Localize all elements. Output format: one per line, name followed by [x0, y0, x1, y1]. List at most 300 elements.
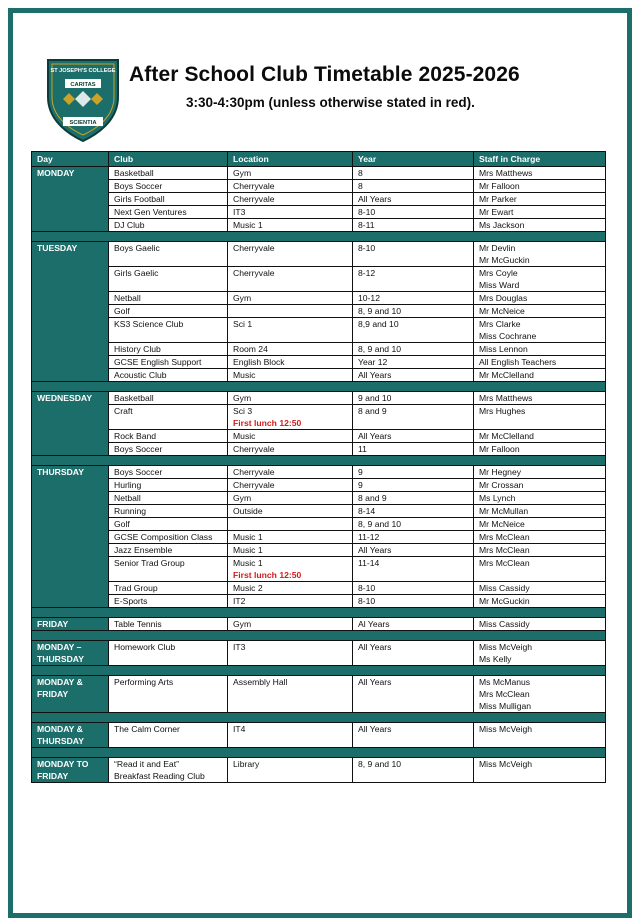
- table-row: [32, 466, 606, 479]
- table-row: [32, 531, 606, 544]
- page-subtitle: 3:30-4:30pm (unless otherwise stated in red).: [186, 95, 475, 110]
- club-name: Golf: [114, 306, 130, 316]
- year-cell: 8-10: [353, 242, 474, 267]
- staff-cell: [474, 356, 606, 369]
- club-cell: [109, 180, 228, 193]
- year-cell: 11: [353, 443, 474, 456]
- table-row: [32, 723, 606, 748]
- section-divider-cell: [32, 232, 606, 242]
- location-cell: [228, 392, 353, 405]
- location-name: Sci 1: [233, 319, 253, 329]
- staff-cell: [474, 369, 606, 382]
- staff-cell: [474, 466, 606, 479]
- staff-cell: [474, 582, 606, 595]
- club-cell: [109, 219, 228, 232]
- club-cell: [109, 242, 228, 267]
- table-row: [32, 180, 606, 193]
- location-name: IT3: [233, 207, 246, 217]
- table-row: [32, 219, 606, 232]
- section-divider-cell: [32, 608, 606, 618]
- staff-name: Miss Cochrane: [479, 331, 537, 341]
- timetable: [31, 151, 606, 783]
- year-cell: All Years: [353, 641, 474, 666]
- staff-cell: [474, 723, 606, 748]
- crest-top-text: ST JOSEPH'S COLLEGE: [50, 68, 116, 74]
- club-cell: [109, 479, 228, 492]
- time-note: First lunch 12:50: [233, 570, 302, 580]
- staff-cell: [474, 641, 606, 666]
- club-cell: [109, 676, 228, 713]
- club-name: Acoustic Club: [114, 370, 167, 380]
- year-cell: All Years: [353, 369, 474, 382]
- staff-name: Mr McMullan: [479, 506, 529, 516]
- staff-name: Mr Devlin: [479, 243, 516, 253]
- location-cell: [228, 518, 353, 531]
- club-cell: [109, 723, 228, 748]
- table-row: [32, 206, 606, 219]
- location-cell: [228, 167, 353, 180]
- location-name: Outside: [233, 506, 263, 516]
- location-cell: [228, 466, 353, 479]
- staff-name: Ms Lynch: [479, 493, 516, 503]
- location-name: Gym: [233, 168, 252, 178]
- club-cell: [109, 405, 228, 430]
- table-row: [32, 544, 606, 557]
- table-row: [32, 492, 606, 505]
- club-name: Trad Group: [114, 583, 158, 593]
- club-name: GCSE Composition Class: [114, 532, 213, 542]
- section-divider: [32, 666, 606, 676]
- year-cell: 8: [353, 167, 474, 180]
- table-row: [32, 193, 606, 206]
- location-cell: [228, 531, 353, 544]
- day-cell: MONDAY & THURSDAY: [32, 723, 109, 748]
- club-name: Performing Arts: [114, 677, 174, 687]
- table-row: [32, 676, 606, 713]
- staff-name: Mr McNeice: [479, 519, 525, 529]
- staff-cell: [474, 479, 606, 492]
- location-name: IT2: [233, 596, 246, 606]
- year-cell: All Years: [353, 193, 474, 206]
- club-name: Basketball: [114, 393, 154, 403]
- year-cell: 11-14: [353, 557, 474, 582]
- club-name: Homework Club: [114, 642, 176, 652]
- club-cell: [109, 318, 228, 343]
- staff-name: Mr Parker: [479, 194, 517, 204]
- staff-name: Mrs Douglas: [479, 293, 528, 303]
- club-cell: [109, 206, 228, 219]
- year-cell: 9 and 10: [353, 392, 474, 405]
- location-cell: [228, 723, 353, 748]
- club-cell: [109, 292, 228, 305]
- location-name: Music 1: [233, 220, 263, 230]
- location-name: Cherryvale: [233, 480, 275, 490]
- location-cell: [228, 557, 353, 582]
- staff-name: Mr McGuckin: [479, 255, 530, 265]
- staff-name: Mr Crossan: [479, 480, 524, 490]
- location-name: Music 1: [233, 545, 263, 555]
- table-row: [32, 479, 606, 492]
- club-cell: [109, 531, 228, 544]
- staff-cell: [474, 544, 606, 557]
- location-name: English Block: [233, 357, 285, 367]
- school-crest-logo: [45, 57, 121, 143]
- header-day: Day: [32, 152, 109, 167]
- staff-cell: [474, 305, 606, 318]
- table-row: [32, 758, 606, 783]
- staff-cell: [474, 430, 606, 443]
- day-cell: FRIDAY: [32, 618, 109, 631]
- section-divider: [32, 748, 606, 758]
- club-name: Next Gen Ventures: [114, 207, 187, 217]
- crest-motto-caritas: CARITAS: [70, 82, 96, 88]
- location-name: Cherryvale: [233, 268, 275, 278]
- staff-cell: [474, 758, 606, 783]
- section-divider-cell: [32, 748, 606, 758]
- staff-cell: [474, 193, 606, 206]
- club-name: Basketball: [114, 168, 154, 178]
- table-row: [32, 518, 606, 531]
- club-name: Table Tennis: [114, 619, 162, 629]
- club-cell: [109, 167, 228, 180]
- location-name: Gym: [233, 393, 252, 403]
- table-row: [32, 595, 606, 608]
- club-name: Netball: [114, 293, 141, 303]
- staff-cell: [474, 676, 606, 713]
- table-row: [32, 392, 606, 405]
- location-cell: [228, 267, 353, 292]
- staff-cell: [474, 242, 606, 267]
- year-cell: Year 12: [353, 356, 474, 369]
- club-cell: [109, 430, 228, 443]
- staff-name: Mr Hegney: [479, 467, 522, 477]
- section-divider: [32, 713, 606, 723]
- staff-cell: [474, 531, 606, 544]
- year-cell: 8 and 9: [353, 492, 474, 505]
- staff-cell: [474, 618, 606, 631]
- table-row: [32, 267, 606, 292]
- club-name: Hurling: [114, 480, 142, 490]
- table-row: [32, 641, 606, 666]
- year-cell: 8-14: [353, 505, 474, 518]
- location-cell: [228, 641, 353, 666]
- year-cell: 8-12: [353, 267, 474, 292]
- location-cell: [228, 343, 353, 356]
- section-divider-cell: [32, 713, 606, 723]
- club-name: Running: [114, 506, 147, 516]
- club-cell: [109, 518, 228, 531]
- location-name: Cherryvale: [233, 243, 275, 253]
- location-name: Gym: [233, 619, 252, 629]
- club-name: Golf: [114, 519, 130, 529]
- club-cell: [109, 466, 228, 479]
- table-row: [32, 242, 606, 267]
- club-cell: [109, 392, 228, 405]
- staff-name: Miss McVeigh: [479, 724, 533, 734]
- location-cell: [228, 405, 353, 430]
- location-cell: [228, 180, 353, 193]
- timetable-body: [32, 167, 606, 783]
- staff-name: Mrs Coyle: [479, 268, 518, 278]
- location-name: Room 24: [233, 344, 268, 354]
- location-cell: [228, 369, 353, 382]
- table-row: [32, 343, 606, 356]
- club-name: Rock Band: [114, 431, 157, 441]
- location-name: Cherryvale: [233, 194, 275, 204]
- header-location: Location: [228, 152, 353, 167]
- year-cell: All Years: [353, 676, 474, 713]
- staff-name: Mrs Clarke: [479, 319, 521, 329]
- year-cell: 8-10: [353, 206, 474, 219]
- section-divider-cell: [32, 631, 606, 641]
- staff-name: Miss McVeigh: [479, 759, 533, 769]
- club-cell: [109, 505, 228, 518]
- year-cell: 8-11: [353, 219, 474, 232]
- year-cell: All Years: [353, 430, 474, 443]
- location-name: Sci 3: [233, 406, 253, 416]
- header-club: Club: [109, 152, 228, 167]
- staff-cell: [474, 343, 606, 356]
- page-title: After School Club Timetable 2025-2026: [129, 63, 520, 86]
- table-row: [32, 405, 606, 430]
- year-cell: 9: [353, 466, 474, 479]
- table-row: [32, 167, 606, 180]
- staff-name: Mr McNeice: [479, 306, 525, 316]
- table-row: [32, 557, 606, 582]
- club-cell: [109, 492, 228, 505]
- location-name: Music: [233, 370, 256, 380]
- year-cell: 8, 9 and 10: [353, 758, 474, 783]
- location-name: Assembly Hall: [233, 677, 288, 687]
- year-cell: 8-10: [353, 595, 474, 608]
- club-cell: [109, 618, 228, 631]
- staff-name: All English Teachers: [479, 357, 557, 367]
- club-cell: [109, 193, 228, 206]
- staff-cell: [474, 492, 606, 505]
- location-cell: [228, 292, 353, 305]
- club-name: Jazz Ensemble: [114, 545, 173, 555]
- crest-motto-scientia: SCIENTIA: [69, 120, 97, 126]
- staff-name: Mr McGuckin: [479, 596, 530, 606]
- location-cell: [228, 505, 353, 518]
- table-header-row: [32, 152, 606, 167]
- table-row: [32, 356, 606, 369]
- club-cell: [109, 356, 228, 369]
- staff-cell: [474, 557, 606, 582]
- table-row: [32, 292, 606, 305]
- club-name: Girls Football: [114, 194, 165, 204]
- year-cell: All Years: [353, 544, 474, 557]
- club-cell: [109, 582, 228, 595]
- year-cell: 8 and 9: [353, 405, 474, 430]
- year-cell: All Years: [353, 723, 474, 748]
- staff-cell: [474, 505, 606, 518]
- table-row: [32, 369, 606, 382]
- club-name: The Calm Corner: [114, 724, 180, 734]
- club-name: KS3 Science Club: [114, 319, 184, 329]
- year-cell: 8, 9 and 10: [353, 518, 474, 531]
- staff-name: Ms Jackson: [479, 220, 525, 230]
- location-cell: [228, 430, 353, 443]
- club-name: History Club: [114, 344, 161, 354]
- year-cell: 10-12: [353, 292, 474, 305]
- table-row: [32, 443, 606, 456]
- staff-cell: [474, 180, 606, 193]
- table-row: [32, 430, 606, 443]
- location-cell: [228, 193, 353, 206]
- staff-cell: [474, 219, 606, 232]
- location-cell: [228, 618, 353, 631]
- year-cell: Al Years: [353, 618, 474, 631]
- club-name: Senior Trad Group: [114, 558, 185, 568]
- staff-cell: [474, 206, 606, 219]
- staff-cell: [474, 595, 606, 608]
- location-cell: [228, 305, 353, 318]
- location-cell: [228, 356, 353, 369]
- table-row: [32, 305, 606, 318]
- staff-cell: [474, 318, 606, 343]
- location-cell: [228, 676, 353, 713]
- location-cell: [228, 443, 353, 456]
- location-cell: [228, 242, 353, 267]
- club-name: E-Sports: [114, 596, 148, 606]
- table-row: [32, 505, 606, 518]
- staff-name: Miss Mulligan: [479, 701, 532, 711]
- time-note: First lunch 12:50: [233, 418, 302, 428]
- staff-name: Miss Ward: [479, 280, 520, 290]
- staff-name: Mrs McClean: [479, 545, 530, 555]
- day-cell: MONDAY – THURSDAY: [32, 641, 109, 666]
- section-divider: [32, 232, 606, 242]
- club-name: Girls Gaelic: [114, 268, 159, 278]
- club-cell: [109, 758, 228, 783]
- staff-cell: [474, 405, 606, 430]
- section-divider: [32, 631, 606, 641]
- section-divider-cell: [32, 382, 606, 392]
- staff-cell: [474, 443, 606, 456]
- header-year: Year: [353, 152, 474, 167]
- location-name: Cherryvale: [233, 181, 275, 191]
- table-row: [32, 582, 606, 595]
- staff-name: Mrs McClean: [479, 689, 530, 699]
- club-cell: [109, 343, 228, 356]
- table-row: [32, 618, 606, 631]
- club-cell: [109, 557, 228, 582]
- staff-name: Ms Kelly: [479, 654, 512, 664]
- location-cell: [228, 479, 353, 492]
- year-cell: 8,9 and 10: [353, 318, 474, 343]
- club-name: Craft: [114, 406, 133, 416]
- staff-cell: [474, 392, 606, 405]
- staff-name: Miss Cassidy: [479, 583, 530, 593]
- section-divider-cell: [32, 666, 606, 676]
- location-cell: [228, 595, 353, 608]
- staff-name: Miss McVeigh: [479, 642, 533, 652]
- section-divider: [32, 456, 606, 466]
- year-cell: 8: [353, 180, 474, 193]
- club-name: Netball: [114, 493, 141, 503]
- day-cell: MONDAY: [32, 167, 109, 232]
- section-divider: [32, 608, 606, 618]
- location-name: Music 2: [233, 583, 263, 593]
- day-cell: THURSDAY: [32, 466, 109, 608]
- club-name: Boys Soccer: [114, 467, 163, 477]
- year-cell: 11-12: [353, 531, 474, 544]
- club-name: Boys Gaelic: [114, 243, 160, 253]
- club-cell: [109, 641, 228, 666]
- staff-cell: [474, 292, 606, 305]
- location-name: Music: [233, 431, 256, 441]
- location-cell: [228, 206, 353, 219]
- club-cell: [109, 544, 228, 557]
- day-cell: MONDAY & FRIDAY: [32, 676, 109, 713]
- staff-name: Mrs Hughes: [479, 406, 526, 416]
- section-divider: [32, 382, 606, 392]
- club-cell: [109, 369, 228, 382]
- location-name: Library: [233, 759, 260, 769]
- day-cell: MONDAY TO FRIDAY: [32, 758, 109, 783]
- club-name: Boys Soccer: [114, 181, 163, 191]
- day-cell: WEDNESDAY: [32, 392, 109, 456]
- staff-name: Mrs McClean: [479, 558, 530, 568]
- location-cell: [228, 582, 353, 595]
- location-cell: [228, 758, 353, 783]
- staff-name: Mr Falloon: [479, 444, 520, 454]
- club-cell: [109, 267, 228, 292]
- staff-name: Mr McClelland: [479, 431, 534, 441]
- club-name: GCSE English Support: [114, 357, 202, 367]
- staff-name: Mr McClelland: [479, 370, 534, 380]
- day-cell: TUESDAY: [32, 242, 109, 382]
- club-name: Boys Soccer: [114, 444, 163, 454]
- year-cell: 8, 9 and 10: [353, 305, 474, 318]
- staff-name: Mr Ewart: [479, 207, 514, 217]
- staff-name: Mrs Matthews: [479, 393, 533, 403]
- club-cell: [109, 595, 228, 608]
- staff-name: Mrs McClean: [479, 532, 530, 542]
- year-cell: 8, 9 and 10: [353, 343, 474, 356]
- location-name: Cherryvale: [233, 467, 275, 477]
- year-cell: 9: [353, 479, 474, 492]
- location-cell: [228, 492, 353, 505]
- year-cell: 8-10: [353, 582, 474, 595]
- staff-cell: [474, 167, 606, 180]
- location-cell: [228, 219, 353, 232]
- table-row: [32, 318, 606, 343]
- club-name-line2: Breakfast Reading Club: [114, 771, 205, 781]
- location-cell: [228, 318, 353, 343]
- location-name: IT3: [233, 642, 246, 652]
- location-name: Music 1: [233, 558, 263, 568]
- location-name: Cherryvale: [233, 444, 275, 454]
- location-name: Gym: [233, 493, 252, 503]
- staff-name: Miss Cassidy: [479, 619, 530, 629]
- location-cell: [228, 544, 353, 557]
- location-name: Gym: [233, 293, 252, 303]
- club-cell: [109, 443, 228, 456]
- staff-name: Mrs Matthews: [479, 168, 533, 178]
- section-divider-cell: [32, 456, 606, 466]
- staff-cell: [474, 518, 606, 531]
- staff-cell: [474, 267, 606, 292]
- staff-name: Miss Lennon: [479, 344, 528, 354]
- header-staff: Staff in Charge: [474, 152, 606, 167]
- club-name: “Read it and Eat”: [114, 759, 179, 769]
- location-name: IT4: [233, 724, 246, 734]
- club-cell: [109, 305, 228, 318]
- staff-name: Mr Falloon: [479, 181, 520, 191]
- staff-name: Ms McManus: [479, 677, 531, 687]
